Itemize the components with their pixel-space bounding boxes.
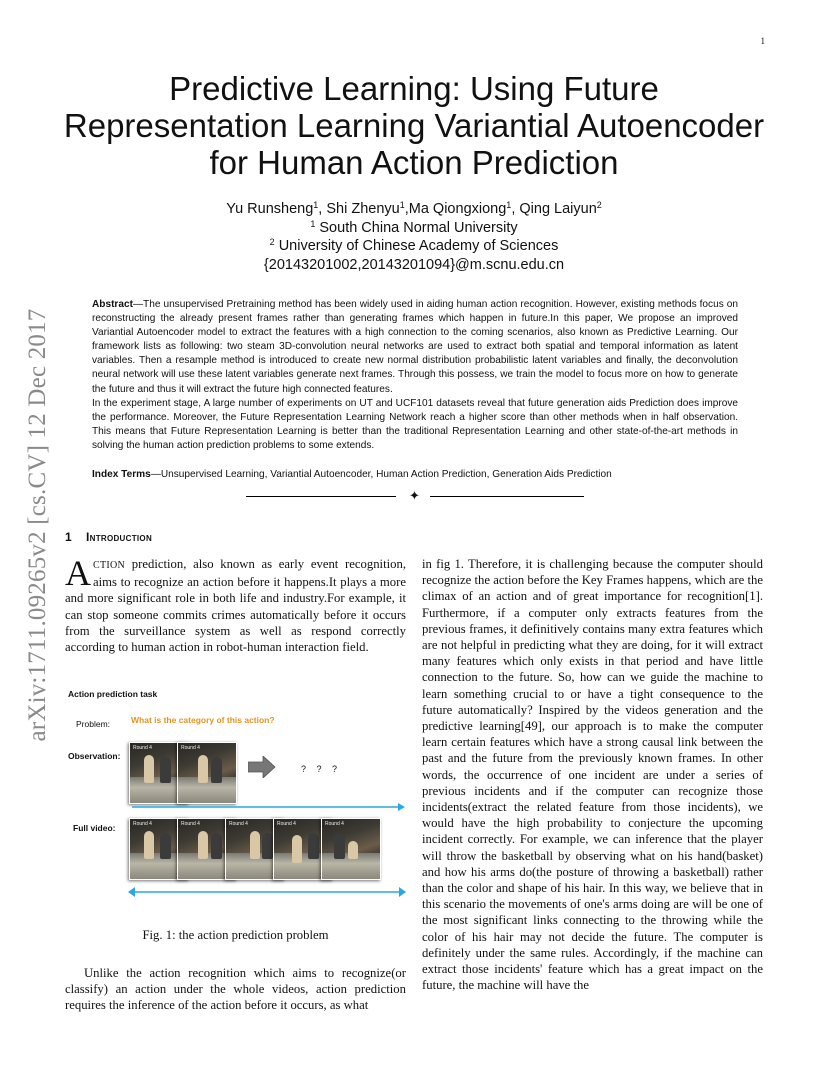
abstract-paragraph (92, 298, 738, 397)
title-line: Predictive Learning: Using Future (169, 70, 659, 107)
index-terms (92, 468, 738, 482)
author-name: Ma Qiongxiong (408, 201, 507, 217)
section-divider (246, 489, 584, 503)
divider-rule (246, 496, 396, 497)
dropcap: A (65, 553, 91, 593)
frame-tag: Round 4 (133, 821, 152, 827)
figure-heading: Action prediction task (68, 689, 158, 699)
abstract-paragraph: In the experiment stage, A large number of experiments on UT and UCF101 datasets reveal that future generation aids Prediction does improve the performance. Moreover, the Future Representation Learning Network reach a higher score than other methods when in half observation. This means that Future Representation Learning is better than the traditional Representation Learning and other state-of-the-art methods in solving the human action prediction problems to some extends. (92, 397, 738, 451)
problem-label: Problem: (76, 719, 111, 729)
dropcap-continuation: CTION (93, 560, 126, 571)
frame-tag: Round 4 (181, 821, 200, 827)
affiliation-name: South China Normal University (319, 219, 518, 236)
intro-right-column (422, 556, 763, 993)
affiliation-mark: 2 (596, 200, 602, 210)
abstract (92, 298, 738, 453)
author-name: Shi Zhenyu (326, 201, 400, 217)
affiliation-mark: 1 (399, 200, 405, 210)
divider-rule (430, 496, 584, 497)
index-terms-text: —Unsupervised Learning, Variantial Autoencoder, Human Action Prediction, Generation Aids Prediction (150, 469, 612, 480)
index-terms-label: Index Terms (92, 469, 151, 480)
full-timeline-arrow-icon (128, 886, 406, 898)
frame-tag: Round 4 (181, 745, 200, 751)
page-number: 1 (760, 36, 765, 46)
paper-title (60, 70, 768, 181)
question-text: What is the category of this action? (131, 715, 275, 725)
full-video-label: Full video: (73, 823, 116, 833)
affiliation-mark: 1 (506, 200, 512, 210)
figure-1 (65, 686, 406, 916)
affiliation-mark: 1 (313, 200, 319, 210)
frame-tag: Round 4 (133, 745, 152, 751)
affiliation-mark: 1 (310, 218, 316, 229)
abstract-label: Abstract (92, 299, 133, 310)
unknown-marks: ? ? ? (301, 764, 342, 774)
full-video-frame (321, 818, 381, 880)
affiliation-mark: 2 (269, 237, 275, 247)
title-line: for Human Action Prediction (209, 144, 619, 181)
arxiv-identifier-stamp: arXiv:1711.09265v2 [cs.CV] 12 Dec 2017 (24, 308, 51, 742)
abstract-text: —The unsupervised Pretraining method has been widely used in aiding human action recognition. However, existing methods focus on reconstructing the already present frames rather than generating frames which happen in future.In this paper, We propose an improved Variantial Autoencoder model to extract the features with a high connection to the coming scenarios, also known as Predictive Learning. Our framework lists as following: two steam 3D-convolution neural networks are used to extract both spatial and temporal information as latent variables. Then a resample method is introduced to create new normal distribution probabilistic latent variables and finally, the deconvolution neural network will use these latent variables generate next frames. Through this possess, we train the model to focus more on how to generate the future and thus it will extract the future high connected features. (92, 299, 738, 395)
frame-tag: Round 4 (229, 821, 248, 827)
author-name: Yu Runsheng (226, 201, 314, 217)
section-title: Introduction (85, 530, 153, 544)
diamond-icon: ✦ (409, 488, 420, 503)
affiliation-name: University of Chinese Academy of Sciences (278, 238, 559, 254)
section-heading (65, 530, 152, 544)
frame-tag: Round 4 (277, 821, 296, 827)
title-line: Representation Learning Variantial Autoencoder (63, 107, 765, 144)
paragraph (65, 553, 406, 655)
affiliation-1 (60, 219, 768, 238)
observation-timeline-arrow-icon (130, 802, 406, 812)
paragraph-text: prediction, also known as early event recognition, aims to recognize an action before it happens.It plays a more and more significant role in both life and industry.For example, it can stop someone commits crimes automatically before it occurs from the surveillance system as well as respond correctly according to human action in robot-human interaction field. (65, 557, 406, 655)
author-name: Qing Laiyun (519, 201, 597, 217)
observation-frame (177, 742, 237, 804)
intro-paragraph-2 (65, 965, 406, 1014)
next-arrow-icon (248, 756, 276, 778)
affiliation-2 (60, 237, 768, 256)
observation-label: Observation: (68, 751, 121, 761)
paragraph-text: in fig 1. Therefore, it is challenging because the computer should recognize the action before the Key Frames happens, which are the climax of an action and of great importance for recognition[1]. Furthermore, if a computer only extracts features from the previous frames, it definitively contains many extra features which are not helpful in predicting what they are doing, for it will extract many features which only exists in that period and have little connection to the future. So, how can we guide the machine to learn something crucial to or have a tight consequence to the future automatically? Inspired by the videos generation and the predictive learning[49], our approach is to make the computer learn certain features which have a strong causal link between the past and the future from the previously known frames. In other words, the occurrence of one incident are under a series of previous incidents and if the computer can recognize those incidents(extract the related feature from those incidents), we would have the high probability to conjecture the upcoming incident correctly. For example, we can inference that the player will throw the basketball by observing what on his hand(basket) and how his arms do(the posture of throwing a basketball) rather than the color and shape of his hair. In this way, we believe that in this scenario the movements of one's arms doing are will be one of the most significant links connecting to the throwing while the color of his hair may not decide the future. The computer is definitely under the same rules. Accordingly, if the machine can extract those incidents' feature which has a great impact on the future, the machine will have the (422, 557, 763, 993)
author-block (60, 200, 768, 274)
intro-paragraph-1 (65, 553, 406, 655)
figure-caption: Fig. 1: the action prediction problem (142, 928, 329, 942)
section-number: 1 (65, 530, 72, 544)
frame-tag: Round 4 (325, 821, 344, 827)
author-list: Yu Runsheng$^1$, Shi Zhenyu$^1$,Ma Qiongxiong$^1$, Qing Laiyun$^2$ (226, 200, 602, 217)
author-email: {20143201002,20143201094}@m.scnu.edu.cn (263, 256, 565, 273)
paragraph-text: Unlike the action recognition which aims to recognize(or classify) an action under the whole videos, action prediction requires the inference of the action before it occurs, as what (65, 966, 406, 1013)
